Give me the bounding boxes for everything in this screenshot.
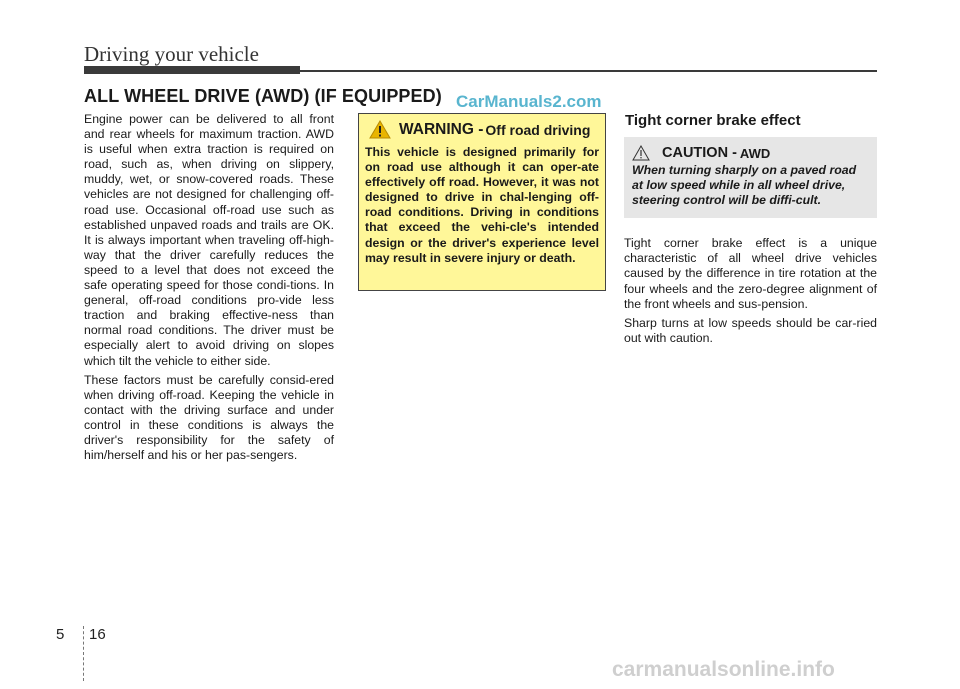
caution-triangle-icon bbox=[632, 145, 650, 161]
warning-label: WARNING - bbox=[399, 120, 484, 138]
right-paragraph-1: Tight corner brake effect is a unique characteristic of all wheel drive vehicles caused by the difference in tire rotation at the four wheels and the zero-degree alignment of the front wheels and sus-pension. bbox=[624, 236, 877, 311]
left-paragraph-2: These factors must be carefully consid-ered when driving off-road. Keeping the vehicle in contact with the driving surface and under control in these conditions is always the driver's responsibility for the safety of him/herself and his or her pas-sengers. bbox=[84, 372, 334, 463]
section-title: ALL WHEEL DRIVE (AWD) (IF EQUIPPED) bbox=[84, 86, 442, 106]
watermark-top: CarManuals2.com bbox=[456, 92, 602, 111]
caution-box bbox=[624, 137, 877, 218]
footer-divider bbox=[83, 626, 85, 681]
right-column bbox=[624, 112, 877, 350]
footer-page-number: 16 bbox=[89, 626, 106, 643]
caution-label: CAUTION - bbox=[662, 145, 737, 161]
chapter-title: Driving your vehicle bbox=[84, 42, 259, 66]
left-column bbox=[84, 112, 334, 467]
right-heading: Tight corner brake effect bbox=[625, 112, 801, 129]
right-text bbox=[624, 236, 877, 346]
left-paragraph-1: Engine power can be delivered to all front and rear wheels for maximum traction. AWD is useful when extra traction is required on road, such as, when driving on slippery, muddy, wet, or snow-covered roads. These vehicles are not designed for challenging off-road use. Occasional off-road use such as established unpaved roads and trails are OK. It is always important when traveling off-high-way that the driver carefully reduces the speed to a level that does not exceed the safe operating speed for those condi-tions. In general, off-road conditions pro-vide less traction and braking effective-ness than normal road conditions. The driver must be especially alert to avoid driving on slopes which tilt the vehicle to either side. bbox=[84, 112, 334, 368]
warning-header bbox=[369, 120, 599, 139]
warning-body: This vehicle is designed primarily for on road use although it can oper-ate effectively off road. However, it was not designed to drive in chal-lenging off-road conditions. Driving in conditions that exceed the vehi-cle's intended design or the driver's experience level may result in severe injury or death. bbox=[365, 145, 599, 265]
caution-subject: AWD bbox=[739, 145, 771, 161]
watermark-bottom: carmanualsonline.info bbox=[612, 658, 835, 681]
warning-box bbox=[358, 113, 606, 291]
warning-triangle-icon bbox=[369, 120, 391, 139]
header-rule bbox=[300, 70, 877, 72]
header-bar bbox=[84, 66, 300, 74]
footer-section-number: 5 bbox=[56, 626, 65, 643]
caution-body: When turning sharply on a paved road at low speed while in all wheel drive, steering control will be diffi-cult. bbox=[632, 163, 857, 208]
caution-header bbox=[632, 145, 868, 161]
warning-subject: Off road driving bbox=[485, 121, 591, 138]
right-paragraph-2: Sharp turns at low speeds should be car-ried out with caution. bbox=[624, 315, 877, 345]
